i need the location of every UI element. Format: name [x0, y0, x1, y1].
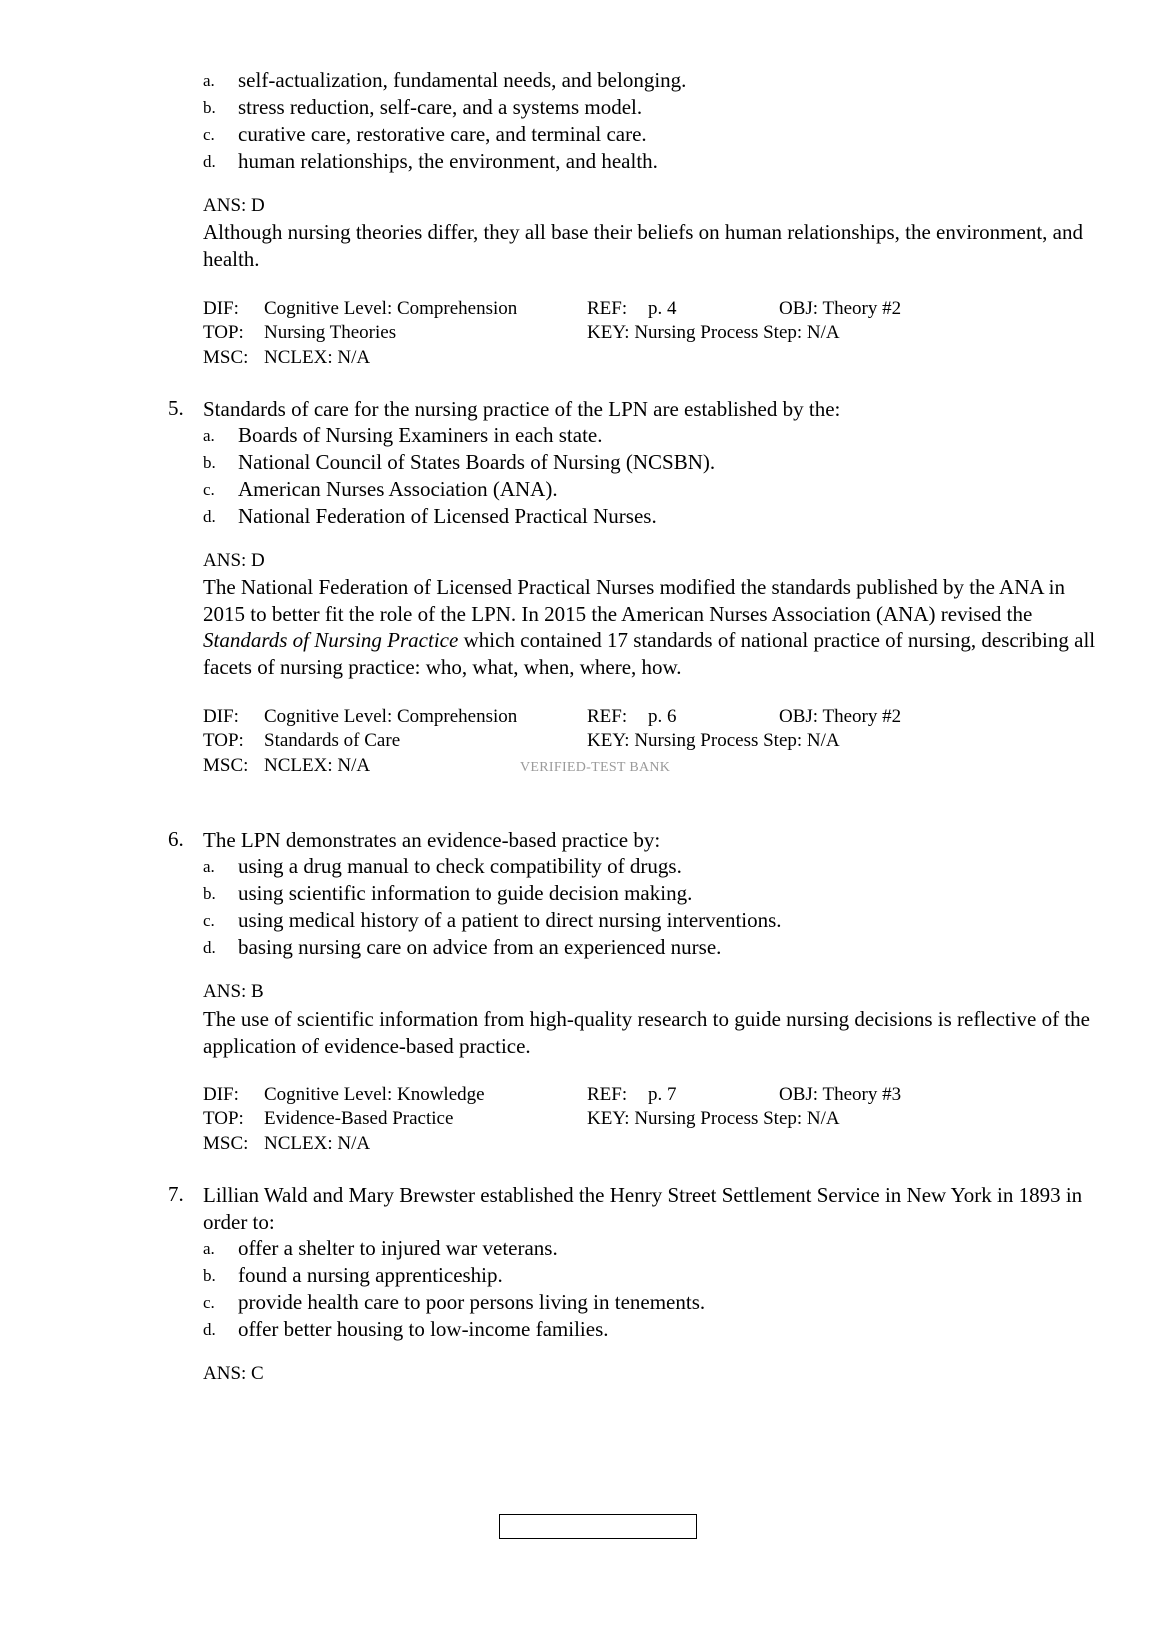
dif-label: DIF:: [203, 1084, 239, 1105]
ref-value: p. 4: [648, 298, 677, 319]
option-letter: d.: [203, 1320, 216, 1339]
option-text: basing nursing care on advice from an experienced nurse.: [238, 935, 722, 959]
option-text: stress reduction, self-care, and a systems model.: [238, 95, 643, 119]
option-letter: c.: [203, 1293, 215, 1312]
rationale-text: which contained 17 standards of national practice of nursing, describing all facets of nursing practice: who, what, when, where, how.: [203, 628, 1096, 679]
option-letter: b.: [203, 98, 216, 117]
objective: OBJ: Theory #2: [779, 298, 902, 319]
rationale: Although nursing theories differ, they all base their beliefs on human relationships, the environment, and health.: [203, 220, 1083, 271]
question-number: 5.: [168, 396, 184, 420]
option-text: curative care, restorative care, and terminal care.: [238, 122, 647, 146]
key: KEY: Nursing Process Step: N/A: [587, 1108, 840, 1129]
ref-label: REF:: [587, 298, 628, 319]
msc-label: MSC:: [203, 347, 249, 368]
option-letter: d.: [203, 152, 216, 171]
option-text: National Federation of Licensed Practical Nurses.: [238, 504, 657, 528]
option-text: found a nursing apprenticeship.: [238, 1263, 503, 1287]
rationale-text: The National Federation of Licensed Practical Nurses modified the standards published by the ANA in 2015 to better fit the role of the LPN. In 2015 the American Nurses Association (ANA) revised the: [203, 575, 1065, 626]
question-stem: The LPN demonstrates an evidence-based practice by:: [203, 828, 661, 852]
option-letter: a.: [203, 71, 215, 90]
question-number: 7.: [168, 1182, 184, 1206]
dif-value: Cognitive Level: Comprehension: [264, 706, 518, 727]
footer-box: [499, 1514, 697, 1539]
dif-label: DIF:: [203, 706, 239, 727]
option-text: Boards of Nursing Examiners in each state.: [238, 423, 603, 447]
top-label: TOP:: [203, 322, 244, 343]
option-text: using a drug manual to check compatibility of drugs.: [238, 854, 682, 878]
option-letter: a.: [203, 426, 215, 445]
msc-value: NCLEX: N/A: [264, 1133, 371, 1154]
msc-value: NCLEX: N/A: [264, 347, 371, 368]
option-text: self-actualization, fundamental needs, and belonging.: [238, 68, 687, 92]
objective: OBJ: Theory #3: [779, 1084, 902, 1105]
question-stem: Standards of care for the nursing practice of the LPN are established by the:: [203, 397, 841, 421]
option-text: using scientific information to guide decision making.: [238, 881, 693, 905]
top-value: Standards of Care: [264, 730, 401, 751]
option-letter: c.: [203, 125, 215, 144]
option-letter: b.: [203, 1266, 216, 1285]
rationale: [203, 574, 1103, 680]
ref-value: p. 7: [648, 1084, 677, 1105]
option-letter: a.: [203, 1239, 215, 1258]
answer: ANS: B: [203, 981, 264, 1002]
option-letter: c.: [203, 911, 215, 930]
rationale: The use of scientific information from high-quality research to guide nursing decisions is reflective of the application of evidence-based practice.: [203, 1007, 1090, 1058]
option-letter: d.: [203, 507, 216, 526]
option-text: National Council of States Boards of Nursing (NCSBN).: [238, 450, 716, 474]
option-letter: a.: [203, 857, 215, 876]
answer: ANS: D: [203, 550, 265, 571]
top-value: Evidence-Based Practice: [264, 1108, 454, 1129]
watermark: VERIFIED-TEST BANK: [520, 760, 671, 775]
option-text: offer better housing to low-income families.: [238, 1317, 609, 1341]
option-text: provide health care to poor persons living in tenements.: [238, 1290, 706, 1314]
question-stem: Lillian Wald and Mary Brewster established the Henry Street Settlement Service in New York in 1893 in order to:: [203, 1183, 1083, 1234]
top-label: TOP:: [203, 730, 244, 751]
ref-label: REF:: [587, 1084, 628, 1105]
option-letter: b.: [203, 453, 216, 472]
dif-value: Cognitive Level: Comprehension: [264, 298, 518, 319]
msc-label: MSC:: [203, 1133, 249, 1154]
question-number: 6.: [168, 827, 184, 851]
top-value: Nursing Theories: [264, 322, 397, 343]
key: KEY: Nursing Process Step: N/A: [587, 730, 840, 751]
ref-value: p. 6: [648, 706, 677, 727]
rationale-italic-title: Standards of Nursing Practice: [203, 628, 459, 652]
dif-value: Cognitive Level: Knowledge: [264, 1084, 485, 1105]
answer: ANS: D: [203, 195, 265, 216]
option-text: American Nurses Association (ANA).: [238, 477, 558, 501]
option-text: using medical history of a patient to direct nursing interventions.: [238, 908, 782, 932]
key: KEY: Nursing Process Step: N/A: [587, 322, 840, 343]
option-letter: d.: [203, 938, 216, 957]
ref-label: REF:: [587, 706, 628, 727]
dif-label: DIF:: [203, 298, 239, 319]
option-text: offer a shelter to injured war veterans.: [238, 1236, 558, 1260]
option-letter: c.: [203, 480, 215, 499]
msc-label: MSC:: [203, 755, 249, 776]
msc-value: NCLEX: N/A: [264, 755, 371, 776]
objective: OBJ: Theory #2: [779, 706, 902, 727]
answer: ANS: C: [203, 1363, 264, 1384]
top-label: TOP:: [203, 1108, 244, 1129]
option-letter: b.: [203, 884, 216, 903]
option-text: human relationships, the environment, and health.: [238, 149, 658, 173]
